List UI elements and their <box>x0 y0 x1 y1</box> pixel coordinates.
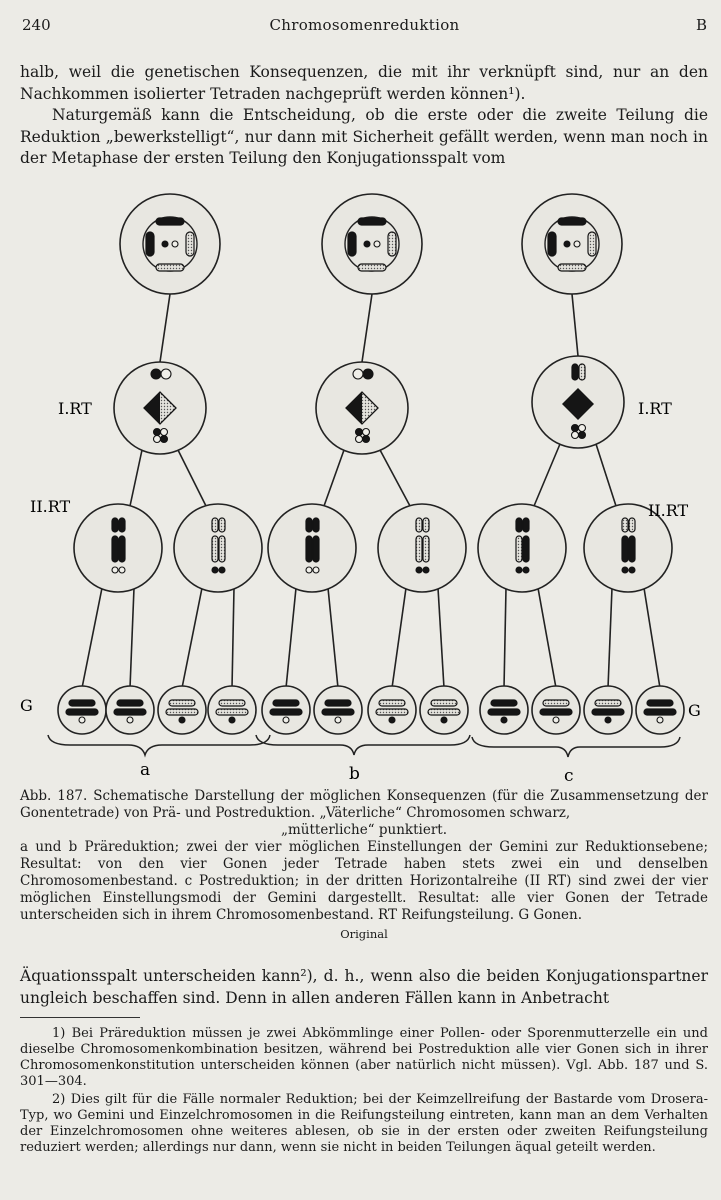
chromosome-maternal <box>358 264 386 271</box>
chromosome-paternal <box>348 232 356 256</box>
page-number: 240 <box>22 16 51 34</box>
running-header <box>22 16 707 40</box>
bivalent-bottom <box>161 436 168 443</box>
label-gonads-left: G <box>20 696 33 715</box>
gonad-chromosome <box>491 700 517 706</box>
label-second-division-right: II.RT <box>648 501 689 520</box>
gonad-dot <box>229 717 235 723</box>
chromosome-maternal <box>558 264 586 271</box>
chromosome-paternal <box>156 218 184 225</box>
label-second-division-left: II.RT <box>30 497 71 516</box>
gonad-chromosome <box>219 700 245 706</box>
nucleus-cell <box>322 194 422 294</box>
gonad-dot <box>657 717 663 723</box>
label-first-division-right: I.RT <box>638 399 672 418</box>
caption-detail: a und b Präreduktion; zwei der vier möglichen Einstellungen der Gemini zur Reduktionsebene; Resultat: von den vier Gonen jeder Tetrade haben stets zwei ein und denselben Chromosomenbestand. c Postreduktion; in der dritten Horizontalreihe (II RT) sind zwei der vier möglichen Einstellungsmodi der Gemini dargestellt. Resultat: alle vier Gonen der Tetrade unterscheiden sich in ihrem Chromosomenbestand. RT Reifungsteilung. G Gonen. <box>20 839 708 923</box>
gonad-dot <box>389 717 395 723</box>
brace-c <box>472 737 680 757</box>
chromatid <box>313 536 319 562</box>
small-chromosome <box>629 567 635 573</box>
chromatid <box>313 518 319 532</box>
figure-187 <box>10 192 710 787</box>
brace-b <box>256 735 470 755</box>
footnotes <box>20 1026 708 1156</box>
paragraph: Naturgemäß kann die Entscheidung, ob die erste oder die zweite Teilung die Reduktion „bewerkstelligt“, nur dann mit Sicherheit gefällt werden, wenn man noch in der Metaphase der ersten Teilung den Konjugationsspalt vom <box>20 106 708 167</box>
gonad-chromosome <box>592 709 624 715</box>
small-chromosome <box>523 567 529 573</box>
chromatid <box>622 536 628 562</box>
chromatid <box>523 518 529 532</box>
nucleus-cell <box>522 194 622 294</box>
chromosome-paternal <box>358 218 386 225</box>
gonad-chromosome <box>69 700 95 706</box>
bivalent-top <box>151 369 161 379</box>
bivalent-bottom <box>154 436 161 443</box>
chromatid <box>306 536 312 562</box>
centromere-dot <box>162 241 168 247</box>
gonad-chromosome <box>322 709 354 715</box>
chromatid <box>119 518 125 532</box>
small-chromosome <box>212 567 218 573</box>
small-chromosome <box>119 567 125 573</box>
chromosome-maternal <box>588 232 596 256</box>
centromere-dot <box>574 241 580 247</box>
label-first-division-left: I.RT <box>58 399 92 418</box>
chromosome-maternal <box>156 264 184 271</box>
body-text-top <box>20 62 708 170</box>
chromatid <box>219 518 225 532</box>
gonad-chromosome <box>376 709 408 715</box>
figure-caption <box>20 788 708 943</box>
gonad-dot <box>441 717 447 723</box>
chromatid <box>112 536 118 562</box>
gonad-dot <box>79 717 85 723</box>
group-label-a: a <box>140 760 151 780</box>
bivalent-bottom <box>154 429 161 436</box>
chromosome-paternal <box>548 232 556 256</box>
small-chromosome <box>516 567 522 573</box>
bivalent-bottom <box>363 429 370 436</box>
bivalent-top <box>572 364 578 380</box>
centromere-dot <box>564 241 570 247</box>
gonad-chromosome <box>647 700 673 706</box>
chromosome-maternal <box>388 232 396 256</box>
centromere-dot <box>374 241 380 247</box>
gonad-chromosome <box>273 700 299 706</box>
gonad-chromosome <box>595 700 621 706</box>
chromosome-maternal <box>186 232 194 256</box>
gonad-dot <box>127 717 133 723</box>
bivalent-bottom <box>572 432 579 439</box>
paragraph-bottom: Äquationsspalt unterscheiden kann²), d. h., wenn also die beiden Konjugationspartner ungleich beschaffen sind. Denn in allen anderen Fällen kann in Anbetracht <box>20 967 708 1007</box>
small-chromosome <box>416 567 422 573</box>
chromatid <box>423 536 429 562</box>
brace-a <box>48 735 270 755</box>
footnote-1: 1) Bei Präreduktion müssen je zwei Abkömmlinge einer Pollen- oder Sporenmutterzelle ein und dieselbe Chromosomenkombination besitzen, während bei Postreduktion alle vier Gonen sich in ihrer Chromosomenkonstitution unterscheiden können (aber natürlich nicht müssen). Vgl. Abb. 187 und S. 301—304. <box>20 1026 708 1089</box>
centromere-dot <box>364 241 370 247</box>
bivalent-bottom <box>572 425 579 432</box>
gonad-dot <box>553 717 559 723</box>
gonad-chromosome <box>114 709 146 715</box>
gonad-chromosome <box>66 709 98 715</box>
group-label-b: b <box>349 764 360 784</box>
gonad-chromosome <box>270 709 302 715</box>
chromosome-paternal <box>558 218 586 225</box>
chromatid <box>119 536 125 562</box>
bivalent-bottom <box>356 436 363 443</box>
chromatid <box>212 518 218 532</box>
caption-source: Original <box>340 927 388 941</box>
gonad-dot <box>605 717 611 723</box>
gonad-dot <box>335 717 341 723</box>
group-label-c: c <box>564 766 574 786</box>
gonad-chromosome <box>540 709 572 715</box>
caption-title-cont: „mütterliche“ punktiert. <box>281 822 447 838</box>
body-text-bottom <box>20 966 708 1009</box>
footnote-2: 2) Dies gilt für die Fälle normaler Reduktion; bei der Keimzellreifung der Bastarde vom Drosera-Typ, wo Gemini und Einzelchromosomen in die Reifungsteilung eintreten, kann man an dem Verhalten der Einzelchromosomen ohne weiteres ablesen, ob sie in der ersten oder zweiten Reifungsteilung reduziert werden; allerdings nur dann, wenn sie nicht in beiden Teilungen äqual geteilt werden. <box>20 1092 708 1155</box>
gonad-chromosome <box>166 709 198 715</box>
bivalent-bottom <box>161 429 168 436</box>
chromatid <box>516 518 522 532</box>
section-mark: B <box>695 16 707 34</box>
bivalent-bottom <box>579 432 586 439</box>
gonad-chromosome <box>117 700 143 706</box>
bivalent-bottom <box>579 425 586 432</box>
gonad-chromosome <box>379 700 405 706</box>
bivalent-bottom <box>363 436 370 443</box>
label-gonads-right: G <box>688 701 701 720</box>
gonad-chromosome <box>644 709 676 715</box>
chromatid <box>212 536 218 562</box>
bivalent-top <box>579 364 585 380</box>
small-chromosome <box>219 567 225 573</box>
bivalent-top <box>353 369 363 379</box>
bivalent-top <box>161 369 171 379</box>
gonad-dot <box>179 717 185 723</box>
gonad-chromosome <box>325 700 351 706</box>
nucleus-cell <box>120 194 220 294</box>
gonad-chromosome <box>431 700 457 706</box>
chromatid <box>112 518 118 532</box>
footnote-rule <box>20 1017 140 1018</box>
centromere-dot <box>172 241 178 247</box>
gonad-chromosome <box>216 709 248 715</box>
paragraph-continuation: halb, weil die genetischen Konsequenzen, die mit ihr verknüpft sind, nur an den Nachkommen isolierter Tetraden nachgeprüft werden können¹). <box>20 63 708 103</box>
gonad-dot <box>283 717 289 723</box>
chromatid <box>423 518 429 532</box>
gonad-chromosome <box>543 700 569 706</box>
small-chromosome <box>313 567 319 573</box>
chromatid <box>523 536 529 562</box>
small-chromosome <box>622 567 628 573</box>
chromatid <box>516 536 522 562</box>
small-chromosome <box>112 567 118 573</box>
running-title: Chromosomenreduktion <box>269 16 460 34</box>
caption-title: Abb. 187. Schematische Darstellung der möglichen Konsequenzen (für die Zusammensetzung der Gonentetrade) von Prä- und Postreduktion. „Väterliche“ Chromosomen schwarz, <box>20 788 708 821</box>
gonad-chromosome <box>488 709 520 715</box>
small-chromosome <box>423 567 429 573</box>
gonad-chromosome <box>428 709 460 715</box>
chromatid <box>416 518 422 532</box>
chromatid <box>219 536 225 562</box>
chromatid <box>622 518 628 532</box>
bivalent-top <box>363 369 373 379</box>
chromatid <box>416 536 422 562</box>
bivalent-bottom <box>356 429 363 436</box>
gonad-chromosome <box>169 700 195 706</box>
chromatid <box>629 518 635 532</box>
chromatid <box>629 536 635 562</box>
gonad-dot <box>501 717 507 723</box>
small-chromosome <box>306 567 312 573</box>
chromatid <box>306 518 312 532</box>
chromosome-paternal <box>146 232 154 256</box>
